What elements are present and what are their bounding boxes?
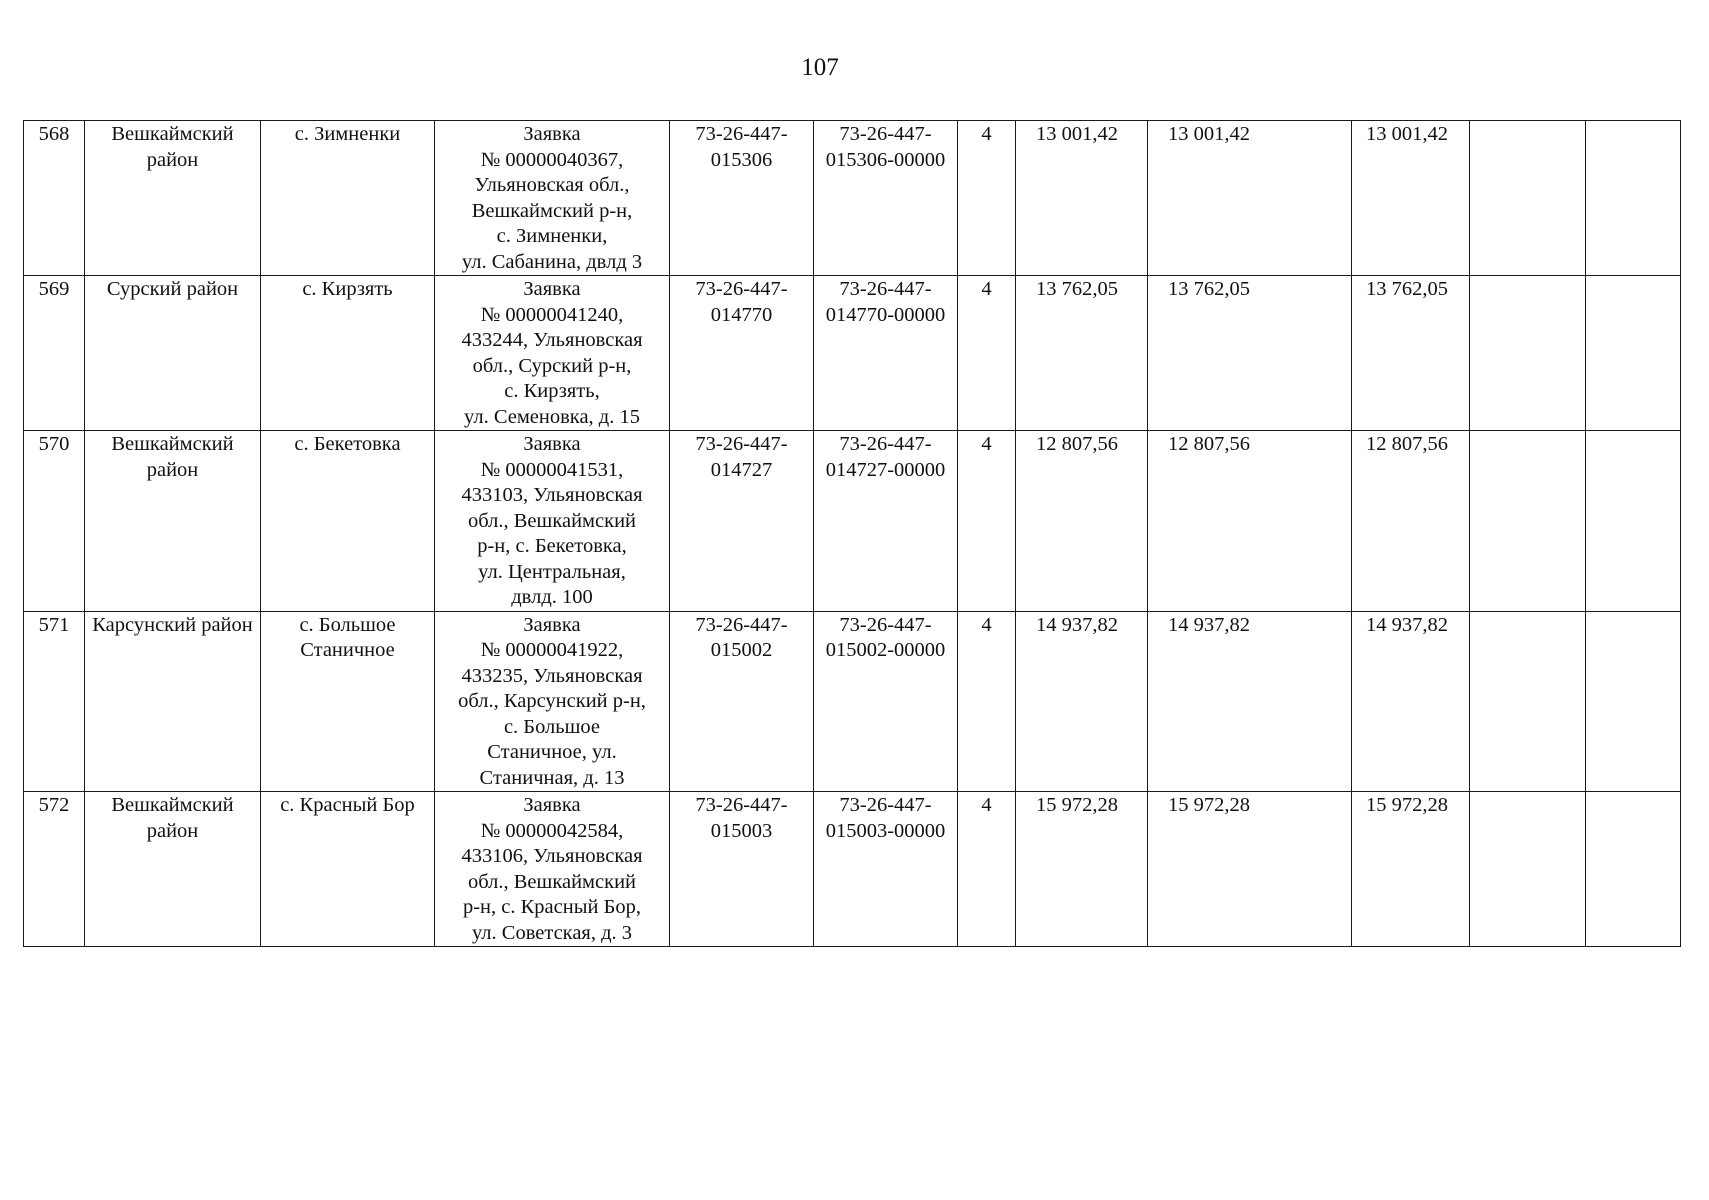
quantity-value: 4 (981, 613, 992, 636)
table-row (24, 792, 1681, 947)
row-number: 572 (38, 794, 70, 816)
territory-code: 73-26-447-014770 (695, 278, 788, 326)
row-number: 568 (38, 123, 70, 145)
district-name: Вешкаймский район (111, 794, 234, 842)
amount-value-1: 15 972,28 (1036, 794, 1118, 816)
territory-code: 73-26-447-015002 (695, 613, 788, 661)
full-code-cell (814, 611, 958, 792)
application-address: Заявка № 00000042584, 433106, Ульяновская обл., Вешкаймский р-н, с. Красный Бор, ул. Советская, д. 3 (461, 794, 643, 944)
amount-value-4: 13 001,42 (1366, 123, 1448, 145)
amount-value-2: 14 937,82 (1168, 613, 1250, 636)
amount-cell-4 (1352, 431, 1470, 612)
district-name: Карсунский район (92, 613, 253, 636)
amount-value-2: 13 762,05 (1168, 278, 1250, 300)
territory-code: 73-26-447-015003 (695, 794, 788, 842)
code-cell (670, 611, 814, 792)
code-cell (670, 792, 814, 947)
territory-code: 73-26-447-015306 (695, 123, 788, 171)
settlement-name: с. Красный Бор (280, 794, 415, 816)
amount-value-2: 15 972,28 (1168, 794, 1250, 816)
application-address: Заявка № 00000041922, 433235, Ульяновская обл., Карсунский р-н, с. Большое Станичное, ул. Станичная, д. 13 (458, 613, 646, 789)
amount-cell-2 (1148, 121, 1352, 276)
application-address: Заявка № 00000040367, Ульяновская обл., Вешкаймский р-н, с. Зимненки, ул. Сабанина, двлд 3 (461, 123, 643, 273)
row-number: 571 (38, 613, 70, 636)
district-name: Вешкаймский район (111, 433, 234, 481)
full-territory-code: 73-26-447-014770-00000 (825, 278, 946, 326)
row-number: 570 (38, 433, 70, 455)
amount-value-1: 13 762,05 (1036, 278, 1118, 300)
settlement-name: с. Зимненки (294, 123, 401, 145)
table-body (24, 121, 1681, 947)
amount-cell-1 (1016, 611, 1148, 792)
address-cell (435, 276, 670, 431)
quantity-cell (958, 276, 1016, 431)
empty-cell-13 (1586, 431, 1681, 612)
address-cell (435, 792, 670, 947)
application-address: Заявка № 00000041531, 433103, Ульяновская обл., Вешкаймский р-н, с. Бекетовка, ул. Центральная, двлд. 100 (461, 433, 643, 608)
full-code-cell (814, 121, 958, 276)
code-cell (670, 431, 814, 612)
empty-cell-12 (1470, 276, 1586, 431)
amount-cell-4 (1352, 121, 1470, 276)
district-name: Сурский район (106, 278, 239, 300)
amount-cell-1 (1016, 431, 1148, 612)
quantity-value: 4 (981, 123, 992, 145)
quantity-cell (958, 611, 1016, 792)
empty-cell-12 (1470, 121, 1586, 276)
full-code-cell (814, 431, 958, 612)
quantity-cell (958, 792, 1016, 947)
table-row (24, 611, 1681, 792)
district-name: Вешкаймский район (111, 123, 234, 171)
amount-cell-1 (1016, 792, 1148, 947)
amount-value-4: 12 807,56 (1366, 433, 1448, 455)
empty-cell-13 (1586, 611, 1681, 792)
settlement-name: с. Бекетовка (294, 433, 401, 455)
settlement-cell (261, 121, 435, 276)
district-cell (85, 431, 261, 612)
quantity-cell (958, 431, 1016, 612)
amount-value-4: 15 972,28 (1366, 794, 1448, 816)
empty-cell-13 (1586, 792, 1681, 947)
address-cell (435, 121, 670, 276)
quantity-value: 4 (981, 433, 992, 455)
amount-value-4: 14 937,82 (1366, 613, 1448, 636)
row-number-cell (24, 121, 85, 276)
quantity-cell (958, 121, 1016, 276)
application-address: Заявка № 00000041240, 433244, Ульяновская обл., Сурский р-н, с. Кирзять, ул. Семеновка, д. 15 (461, 278, 643, 428)
amount-value-2: 12 807,56 (1168, 433, 1250, 455)
row-number-cell (24, 611, 85, 792)
amount-cell-4 (1352, 792, 1470, 947)
full-territory-code: 73-26-447-014727-00000 (825, 433, 946, 481)
settlement-cell (261, 431, 435, 612)
empty-cell-12 (1470, 792, 1586, 947)
territory-code: 73-26-447-014727 (695, 433, 788, 481)
full-code-cell (814, 792, 958, 947)
amount-value-4: 13 762,05 (1366, 278, 1448, 300)
empty-cell-12 (1470, 611, 1586, 792)
full-territory-code: 73-26-447-015003-00000 (825, 794, 946, 842)
amount-cell-4 (1352, 611, 1470, 792)
code-cell (670, 276, 814, 431)
page-number: 107 (801, 54, 839, 81)
settlement-cell (261, 276, 435, 431)
settlement-cell (261, 611, 435, 792)
district-cell (85, 611, 261, 792)
empty-cell-13 (1586, 121, 1681, 276)
full-code-cell (814, 276, 958, 431)
row-number-cell (24, 431, 85, 612)
table-row (24, 276, 1681, 431)
amount-cell-2 (1148, 792, 1352, 947)
amount-cell-2 (1148, 431, 1352, 612)
quantity-value: 4 (981, 794, 992, 816)
code-cell (670, 121, 814, 276)
table-row (24, 121, 1681, 276)
row-number-cell (24, 276, 85, 431)
empty-cell-12 (1470, 431, 1586, 612)
settlement-name: с. Кирзять (302, 278, 393, 300)
amount-value-2: 13 001,42 (1168, 123, 1250, 145)
amount-value-1: 14 937,82 (1036, 613, 1118, 636)
quantity-value: 4 (981, 278, 992, 300)
empty-cell-13 (1586, 276, 1681, 431)
row-number-cell (24, 792, 85, 947)
district-cell (85, 792, 261, 947)
register-table (23, 120, 1681, 947)
amount-value-1: 12 807,56 (1036, 433, 1118, 455)
amount-cell-1 (1016, 276, 1148, 431)
amount-cell-2 (1148, 276, 1352, 431)
address-cell (435, 431, 670, 612)
table-row (24, 431, 1681, 612)
amount-value-1: 13 001,42 (1036, 123, 1118, 145)
row-number: 569 (38, 278, 70, 300)
amount-cell-1 (1016, 121, 1148, 276)
amount-cell-4 (1352, 276, 1470, 431)
full-territory-code: 73-26-447-015002-00000 (825, 613, 946, 661)
district-cell (85, 121, 261, 276)
district-cell (85, 276, 261, 431)
settlement-name: с. Большое Станичное (299, 613, 396, 661)
full-territory-code: 73-26-447-015306-00000 (825, 123, 946, 171)
settlement-cell (261, 792, 435, 947)
address-cell (435, 611, 670, 792)
amount-cell-2 (1148, 611, 1352, 792)
